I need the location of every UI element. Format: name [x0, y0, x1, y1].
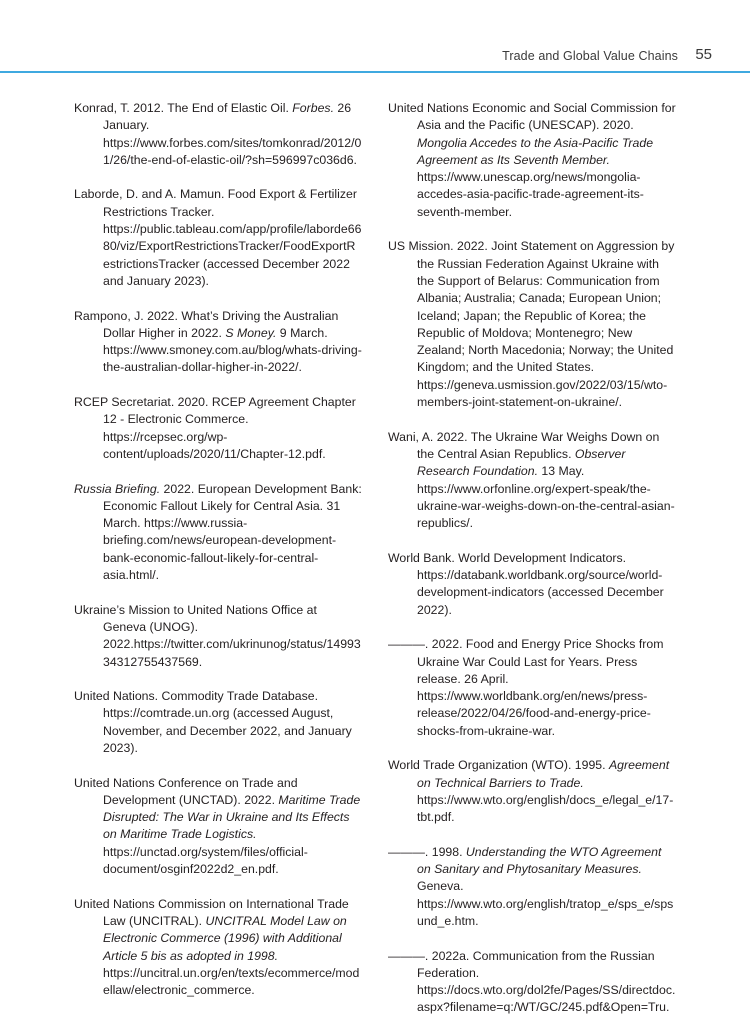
references-left-column	[74, 100, 362, 1017]
running-title: Trade and Global Value Chains	[502, 49, 678, 63]
header-rule	[0, 71, 750, 73]
reference-entry: ———. 2022. Food and Energy Price Shocks from Ukraine War Could Last for Years. Press release. 26 April. https://www.worldbank.org/en/news/press-release/2022/04/26/food-and-energy-price-shocks-from-ukraine-war.	[388, 637, 664, 738]
reference-entry: Laborde, D. and A. Mamun. Food Export & Fertilizer Restrictions Tracker. https://public.tableau.com/app/profile/laborde6680/viz/ExportRestrictionsTracker/FoodExportRestrictionsTracker (accessed December 2022 and January 2023).	[74, 187, 362, 288]
reference-entry: Wani, A. 2022. The Ukraine War Weighs Down on the Central Asian Republics. Observer Research Foundation. 13 May. https://www.orfonline.org/expert-speak/the-ukraine-war-weighs-down-on-the-central-asian-republics/.	[388, 429, 675, 531]
reference-entry: US Mission. 2022. Joint Statement on Aggression by the Russian Federation Against Ukraine with the Support of Belarus: Communication from Albania; Australia; Canada; European Union; Iceland; Japan; the Republic of Korea; the Republic of Moldova; Montenegro; New Zealand; North Macedonia; Norway; the United Kingdom; and the United States. https://geneva.usmission.gov/2022/03/15/wto-members-joint-statement-on-ukraine/.	[388, 239, 675, 410]
reference-entry: World Trade Organization (WTO). 1995. Agreement on Technical Barriers to Trade. https://www.wto.org/english/docs_e/legal_e/17-tbt.pdf.	[388, 758, 674, 825]
reference-entry: United Nations Commission on International Trade Law (UNCITRAL). UNCITRAL Model Law on Electronic Commerce (1996) with Additional Article 5 bis as adopted in 1998. https://uncitral.un.org/en/texts/ecommerce/modellaw/electronic_commerce.	[74, 896, 360, 998]
reference-entry: United Nations. Commodity Trade Database. https://comtrade.un.org (accessed August, November, and December 2022, and January 2023).	[74, 689, 352, 755]
reference-entry: ———. 1998. Understanding the WTO Agreement on Sanitary and Phytosanitary Measures. Geneva. https://www.wto.org/english/tratop_e/sps_e/spsund_e.htm.	[388, 844, 674, 928]
page-number: 55	[695, 46, 712, 63]
reference-entry: United Nations Economic and Social Commission for Asia and the Pacific (UNESCAP). 2020. Mongolia Accedes to the Asia-Pacific Trade Agreement as Its Seventh Member. https://www.unescap.org/news/mongolia-accedes-asia-pacific-trade-agreement-its-seventh-member.	[388, 101, 676, 219]
reference-entry: World Bank. World Development Indicators. https://databank.worldbank.org/source/world-development-indicators (accessed December 2022).	[388, 550, 664, 617]
reference-entry: ———. 2022a. Communication from the Russian Federation. https://docs.wto.org/dol2fe/Pages/SS/directdoc.aspx?filename=q:/WT/GC/245.pdf&Open=Tru.	[388, 948, 676, 1015]
references-right-column	[388, 100, 676, 1034]
reference-entry: Konrad, T. 2012. The End of Elastic Oil. Forbes. 26 January. https://www.forbes.com/sites/tomkonrad/2012/01/26/the-end-of-elastic-oil/?sh=596997c036d6.	[74, 101, 362, 167]
reference-entry: RCEP Secretariat. 2020. RCEP Agreement Chapter 12 - Electronic Commerce. https://rcepsec.org/wp-content/uploads/2020/11/Chapter-12.pdf.	[74, 395, 356, 461]
reference-entry: Rampono, J. 2022. What’s Driving the Australian Dollar Higher in 2022. S Money. 9 March. https://www.smoney.com.au/blog/whats-driving-the-australian-dollar-higher-in-2022/.	[74, 308, 362, 375]
reference-entry: Russia Briefing. 2022. European Development Bank: Economic Fallout Likely for Central Asia. 31 March. https://www.russia-briefing.com/news/european-development-bank-economic-fallout-likely-for-central-asia.html/.	[74, 481, 362, 583]
reference-entry: United Nations Conference on Trade and Development (UNCTAD). 2022. Maritime Trade Disrupted: The War in Ukraine and Its Effects on Maritime Trade Logistics. https://unctad.org/system/files/official-document/osginf2022d2_en.pdf.	[74, 775, 361, 877]
reference-entry: Ukraine’s Mission to United Nations Office at Geneva (UNOG). 2022.https://twitter.com/ukrinunog/status/1499334312755437569.	[74, 602, 361, 669]
page-header	[0, 0, 750, 75]
